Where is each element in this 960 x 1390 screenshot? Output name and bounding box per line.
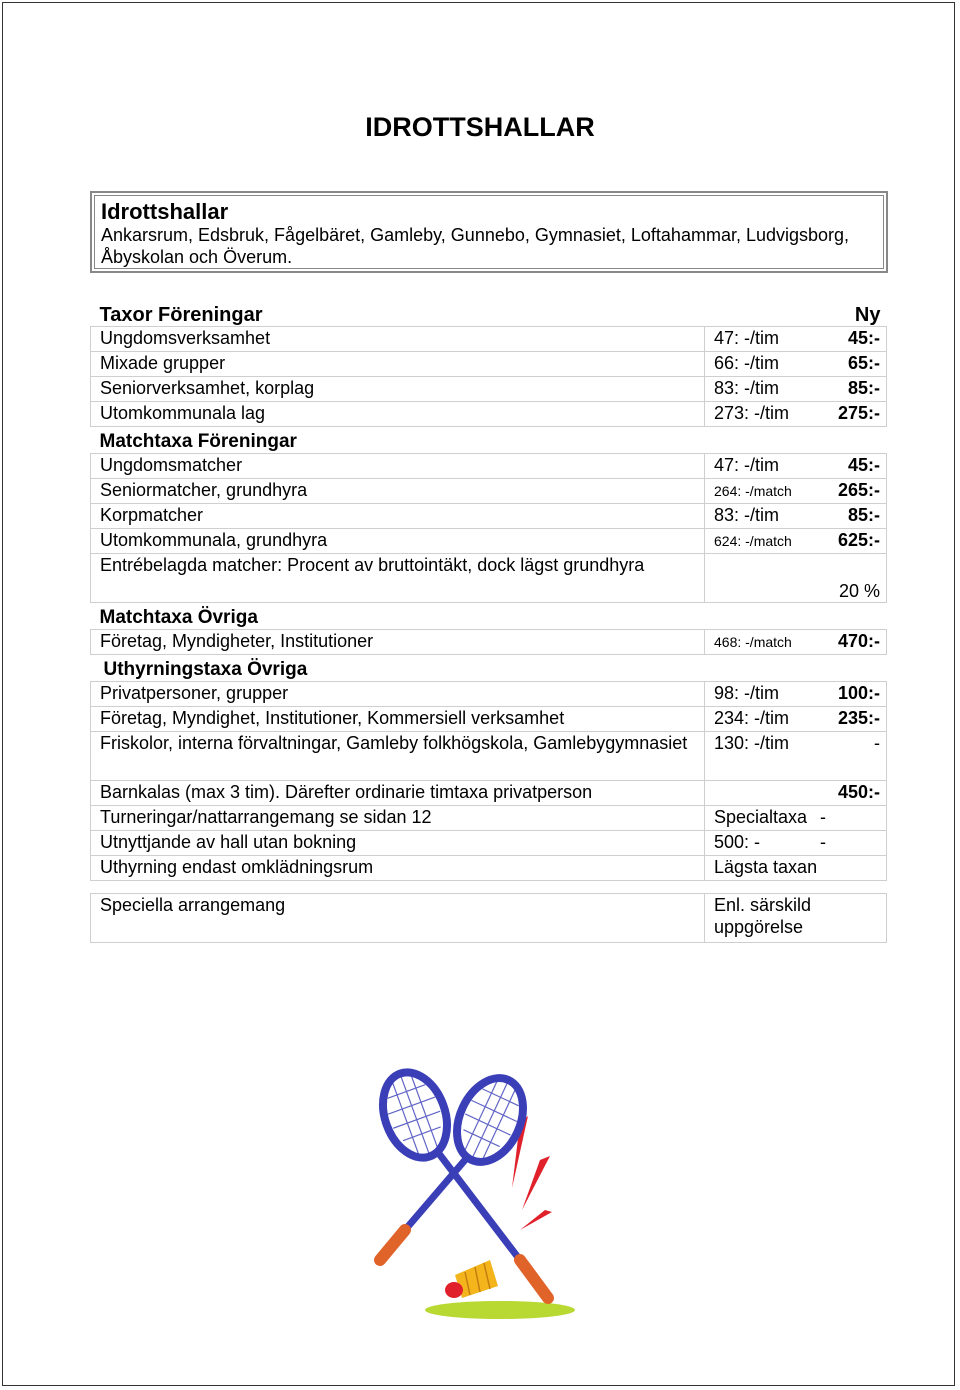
motion-streak	[520, 1210, 552, 1230]
row-label: Ungdomsmatcher	[91, 454, 705, 479]
new-price: 265:-	[837, 480, 880, 500]
table-row	[91, 630, 887, 655]
ground-shape	[425, 1301, 575, 1319]
badminton-clipart	[370, 1060, 590, 1330]
new-price: 45:-	[847, 455, 880, 475]
new-price: 275:-	[837, 403, 880, 423]
table-row	[91, 377, 887, 402]
old-price: 234: -/tim	[714, 708, 790, 728]
new-price: 625:-	[837, 530, 880, 550]
new-price: 85:-	[847, 378, 880, 398]
row-label: Friskolor, interna förvaltningar, Gamleby folkhögskola, Gamlebygymnasiet	[91, 732, 705, 781]
old-price: 83: -/tim	[714, 505, 780, 525]
row-label: Företag, Myndigheter, Institutioner	[91, 630, 705, 655]
table-row	[91, 831, 887, 856]
new-price: 470:-	[837, 631, 880, 651]
new-price: -	[874, 733, 880, 753]
section-heading-taxor: Taxor Föreningar	[99, 304, 263, 326]
entre-percent: 20 %	[705, 554, 887, 603]
table-row	[91, 402, 887, 427]
table-row	[91, 327, 887, 352]
old-price: 500: -	[714, 832, 761, 852]
shuttlecock-icon	[445, 1260, 498, 1298]
old-price: 624: -/match	[714, 533, 792, 549]
new-price: -	[820, 832, 826, 852]
row-label: Barnkalas (max 3 tim). Därefter ordinarie timtaxa privatperson	[91, 781, 705, 806]
old-price: 468: -/match	[714, 634, 792, 650]
table-row	[91, 707, 887, 732]
table-row	[91, 732, 887, 781]
table-row	[91, 554, 887, 603]
row-label: Utnyttjande av hall utan bokning	[91, 831, 705, 856]
special-value: Enl. särskild uppgörelse	[705, 894, 887, 943]
row-label: Mixade grupper	[91, 352, 705, 377]
old-price: 66: -/tim	[714, 353, 780, 373]
old-price: 47: -/tim	[714, 328, 780, 348]
price-table	[90, 300, 887, 943]
section-heading-uthyrning: Uthyrningstaxa Övriga	[103, 659, 308, 680]
row-label: Utomkommunala lag	[91, 402, 705, 427]
old-price: 83: -/tim	[714, 378, 780, 398]
ny-column-label: Ny	[854, 304, 881, 326]
old-price: 273: -/tim	[714, 403, 790, 423]
old-price: 98: -/tim	[714, 683, 780, 703]
racket-icon	[380, 1067, 536, 1260]
table-row	[91, 479, 887, 504]
row-label: Företag, Myndighet, Institutioner, Kommersiell verksamhet	[91, 707, 705, 732]
new-price: 450:-	[837, 782, 880, 802]
row-label: Ungdomsverksamhet	[91, 327, 705, 352]
table-row	[91, 856, 887, 881]
row-label: Utomkommunala, grundhyra	[91, 529, 705, 554]
old-price: Lägsta taxan	[714, 857, 818, 877]
page-title: IDROTTSHALLAR	[365, 112, 595, 142]
row-label: Turneringar/nattarrangemang se sidan 12	[91, 806, 705, 831]
motion-streak	[522, 1156, 550, 1210]
table-row	[91, 682, 887, 707]
old-price: Specialtaxa	[714, 807, 808, 827]
row-label: Seniorverksamhet, korplag	[91, 377, 705, 402]
info-box-title: Idrottshallar	[101, 199, 229, 224]
old-price: 130: -/tim	[714, 733, 790, 753]
info-box-text: Ankarsrum, Edsbruk, Fågelbäret, Gamleby, Gunnebo, Gymnasiet, Loftahammar, Ludvigsborg, Åbyskolan och Överum.	[101, 225, 850, 267]
old-price: 264: -/match	[714, 483, 792, 499]
table-row	[91, 352, 887, 377]
new-price: 65:-	[847, 353, 880, 373]
table-row	[91, 504, 887, 529]
row-label: Speciella arrangemang	[91, 894, 705, 943]
new-price: -	[820, 807, 826, 827]
old-price: 47: -/tim	[714, 455, 780, 475]
row-label: Korpmatcher	[91, 504, 705, 529]
table-row	[91, 454, 887, 479]
section-heading-match-ovriga: Matchtaxa Övriga	[99, 607, 258, 628]
info-box	[90, 191, 888, 273]
row-label: Uthyrning endast omklädningsrum	[91, 856, 705, 881]
new-price: 85:-	[847, 505, 880, 525]
new-price: 235:-	[837, 708, 880, 728]
row-label: Entrébelagda matcher: Procent av bruttointäkt, dock lägst grundhyra	[91, 554, 705, 603]
row-label: Privatpersoner, grupper	[91, 682, 705, 707]
table-row	[91, 529, 887, 554]
row-label: Seniormatcher, grundhyra	[91, 479, 705, 504]
table-row	[91, 781, 887, 806]
section-heading-match-foreningar: Matchtaxa Föreningar	[99, 431, 297, 452]
table-row	[91, 894, 887, 943]
new-price: 45:-	[847, 328, 880, 348]
table-row	[91, 806, 887, 831]
new-price: 100:-	[837, 683, 880, 703]
